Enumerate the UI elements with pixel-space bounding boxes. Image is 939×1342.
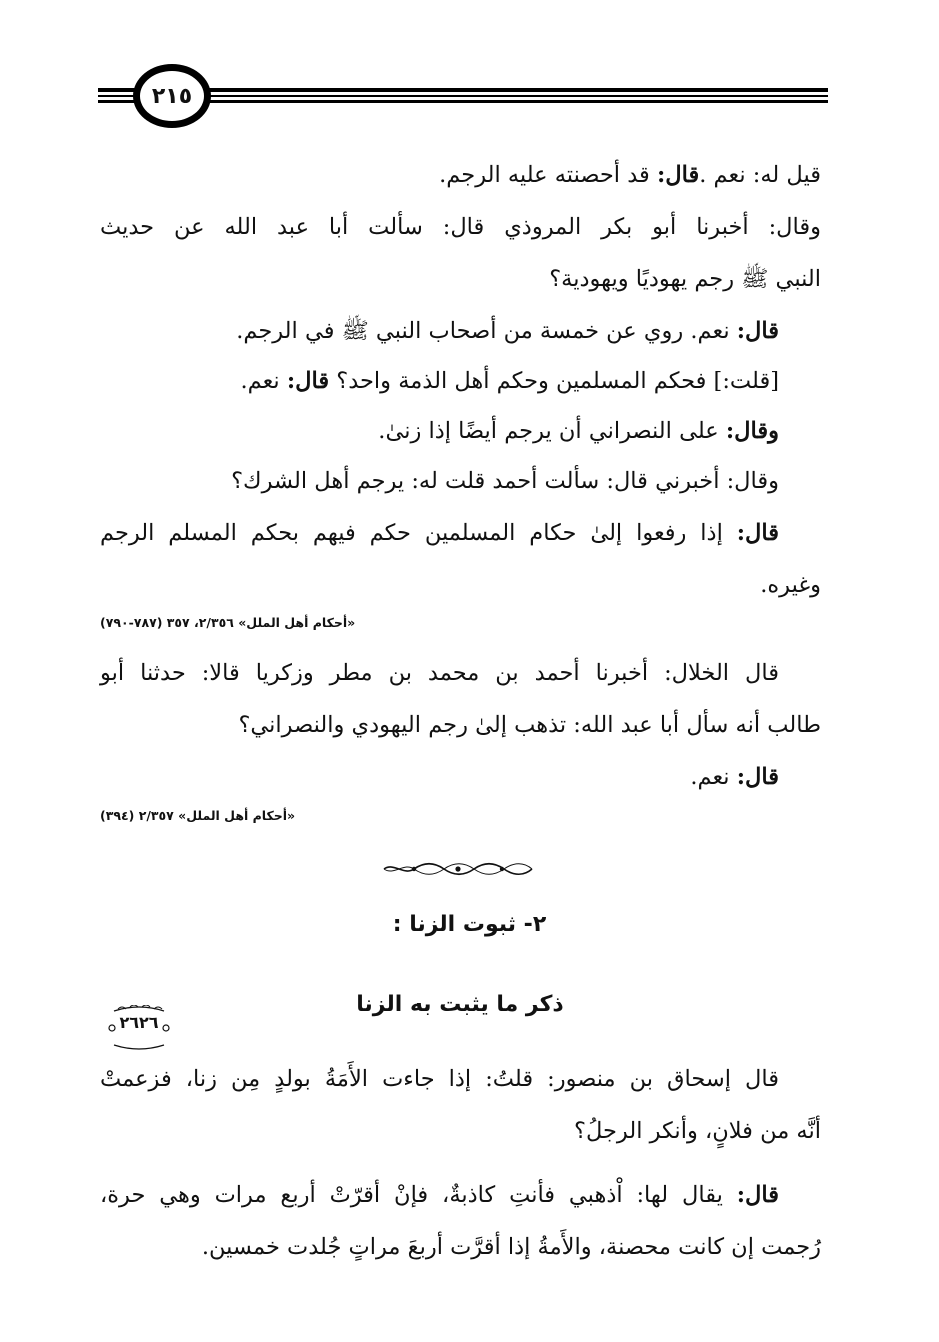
text-line: وقال: أخبرني قال: سألت أحمد قلت له: يرجم أهل الشرك؟ <box>231 468 779 494</box>
text-line: أنَّه من فلانٍ، وأنكر الرجلُ؟ <box>574 1118 821 1144</box>
ornament-divider <box>380 862 536 876</box>
text-line <box>378 414 779 448</box>
page-number: ٢١٥ <box>133 64 211 128</box>
text-line <box>240 364 779 398</box>
text: نعم. <box>690 764 737 790</box>
source-citation: «أحكام أهل الملل» ٢/٣٥٧ (٣٩٤) <box>100 808 296 823</box>
text-line: قال الخلال: أخبرنا أحمد بن محمد بن مطر وزكريا قالا: حدثنا أبو <box>100 660 779 686</box>
text: [قلت:] فحكم المسلمين وحكم أهل الذمة واحد؟ <box>329 368 779 394</box>
text: قد أحصنته عليه الرجم. <box>439 162 657 188</box>
text-line: وقال: أخبرنا أبو بكر المروذي قال: سألت أبا عبد الله عن حديث <box>100 214 821 240</box>
text: يقال لها: اْذهبي فأنتِ كاذبةٌ، فإنْ أقرّتْ أربع مرات وهي حرة، <box>100 1182 737 1208</box>
text-line: قال إسحاق بن منصور: قلتُ: إذا جاءت الأَمَةُ بولدٍ مِن زنا، فزعمتْ <box>100 1066 779 1092</box>
entry-title: ذكر ما يثبت به الزنا <box>356 992 564 1017</box>
page-header <box>98 62 828 132</box>
text-line <box>100 516 779 550</box>
speaker-label: قال: <box>286 368 330 394</box>
speaker-label: قال: <box>736 1182 779 1208</box>
text-line: وغيره. <box>760 572 821 598</box>
section-heading: ٢- ثبوت الزنا : <box>392 912 547 937</box>
text: على النصراني أن يرجم أيضًا إذا زنىٰ. <box>378 418 726 444</box>
text: نعم. روي عن خمسة من أصحاب النبي ﷺ في الرجم. <box>236 318 737 344</box>
text-line <box>100 1178 779 1212</box>
text-line <box>236 314 779 348</box>
speaker-label: قال: <box>656 162 700 188</box>
text: إذا رفعوا إلىٰ حكام المسلمين حكم فيهم بحكم المسلم الرجم <box>100 520 737 546</box>
speaker-label: وقال: <box>725 418 779 444</box>
text-line: رُجمت إن كانت محصنة، والأَمةُ إذا أقرَّت أربعَ مراتٍ جُلدت خمسين. <box>201 1234 821 1260</box>
text-line: النبي ﷺ رجم يهوديًا ويهودية؟ <box>549 266 821 292</box>
text: قيل له: نعم . <box>699 162 821 188</box>
text: نعم. <box>240 368 287 394</box>
speaker-label: قال: <box>736 318 779 344</box>
text-line <box>690 760 779 794</box>
text-line <box>439 158 821 192</box>
text-line: طالب أنه سأل أبا عبد الله: تذهب إلىٰ رجم اليهودي والنصراني؟ <box>238 712 821 738</box>
source-citation: «أحكام أهل الملل» ٢/٣٥٦، ٣٥٧ (٧٨٧-٧٩٠) <box>100 615 356 630</box>
entry-number: ٢٦٢٦ <box>119 1013 159 1032</box>
speaker-label: قال: <box>736 764 779 790</box>
speaker-label: قال: <box>736 520 779 546</box>
